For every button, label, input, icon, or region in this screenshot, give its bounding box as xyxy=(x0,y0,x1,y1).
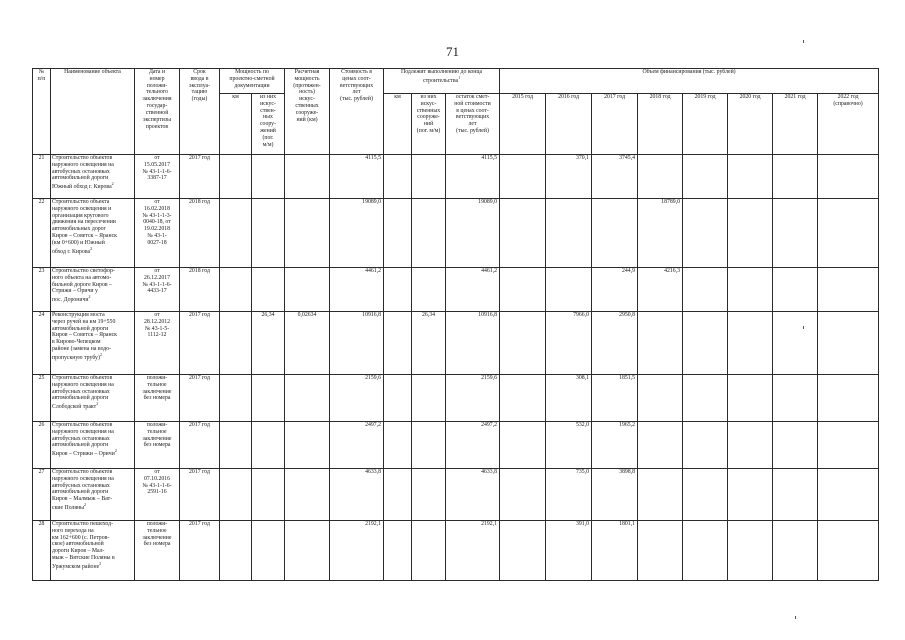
cell-year xyxy=(818,312,879,375)
cell-no: 25 xyxy=(33,375,51,422)
cell-rem-art xyxy=(412,155,446,199)
cell-rem-art xyxy=(412,375,446,422)
cell-year xyxy=(683,469,728,521)
cell-name: Реконструкция моста через ручей на км 19+550 автомобильной дороги Киров – Советск – Яранск в Кирово-Чепецком районе (замена на водо- пропускную трубу)$^2$ xyxy=(51,312,135,375)
cell-term: 2017 год xyxy=(180,521,220,581)
cell-year xyxy=(728,375,773,422)
cell-year xyxy=(500,268,546,312)
header-capacity: Мощность по проектно-сметной документации xyxy=(220,69,285,94)
cell-cap-art xyxy=(252,422,285,469)
cell-rem-cost: 4115,5 xyxy=(446,155,500,199)
cell-date: положи- тельное заключение без номера xyxy=(135,375,180,422)
header-name: Наименование объекта xyxy=(51,69,135,155)
cell-year: 2950,8 xyxy=(592,312,638,375)
cell-year xyxy=(638,375,683,422)
cell-name: Строительство объектов наружного освещения на автобусных остановках автомобильной дороги Киров – Стрижи – Оричи$^2$ xyxy=(51,422,135,469)
cell-date: от 07.10.2016 № 43-1-1-6- 2591-16 xyxy=(135,469,180,521)
cell-cap-km xyxy=(220,422,252,469)
cell-no: 23 xyxy=(33,268,51,312)
cell-year: 391,0 xyxy=(546,521,592,581)
table-row xyxy=(33,469,879,521)
cell-date: положи- тельное заключение без номера xyxy=(135,422,180,469)
cell-cap-art xyxy=(252,521,285,581)
cell-year: 244,9 xyxy=(592,268,638,312)
cell-cost: 10916,8 xyxy=(330,312,384,375)
scan-speck xyxy=(795,616,796,619)
cell-rem-art xyxy=(412,199,446,268)
cell-rem-km xyxy=(384,422,412,469)
cell-year xyxy=(683,268,728,312)
cell-cost: 4633,8 xyxy=(330,469,384,521)
cell-year xyxy=(818,375,879,422)
cell-rem-art xyxy=(412,521,446,581)
cell-term: 2017 год xyxy=(180,375,220,422)
cell-no: 28 xyxy=(33,521,51,581)
header-year: 2019 год xyxy=(683,94,728,155)
cell-year xyxy=(818,268,879,312)
cell-date: от 28.12.2012 № 43-1-5- 1112-12 xyxy=(135,312,180,375)
cell-year xyxy=(773,312,818,375)
financing-table xyxy=(32,68,879,581)
header-remain-km: км xyxy=(384,94,412,155)
table-row xyxy=(33,155,879,199)
header-cost: Стоимость в ценах соот- ветствующих лет (тыс. рублей) xyxy=(330,69,384,155)
table-row xyxy=(33,422,879,469)
cell-rem-art: 26,34 xyxy=(412,312,446,375)
cell-year xyxy=(773,268,818,312)
cell-year xyxy=(773,422,818,469)
header-year: 2016 год xyxy=(546,94,592,155)
cell-term: 2017 год xyxy=(180,155,220,199)
header-term: Срок ввода в эксплуа- тацию (годы) xyxy=(180,69,220,155)
cell-cap-art xyxy=(252,375,285,422)
cell-calc xyxy=(285,268,330,312)
cell-year xyxy=(773,199,818,268)
cell-no: 21 xyxy=(33,155,51,199)
cell-year xyxy=(818,199,879,268)
header-calc: Расчетная мощность (протяжен- ность) искус- ственных сооруже- ний (км) xyxy=(285,69,330,155)
header-year: 2022 год (справочно) xyxy=(818,94,879,155)
cell-year: 1851,5 xyxy=(592,375,638,422)
cell-cap-art: 26,34 xyxy=(252,312,285,375)
cell-calc xyxy=(285,155,330,199)
cell-rem-cost: 4633,8 xyxy=(446,469,500,521)
cell-cap-art xyxy=(252,199,285,268)
cell-no: 26 xyxy=(33,422,51,469)
cell-year xyxy=(728,268,773,312)
cell-term: 2018 год xyxy=(180,199,220,268)
cell-term: 2017 год xyxy=(180,469,220,521)
cell-year xyxy=(728,422,773,469)
cell-term: 2018 год xyxy=(180,268,220,312)
header-capacity-art: из них искус- ствен- ных соору- жений (пог. м/м) xyxy=(252,94,285,155)
cell-year xyxy=(500,469,546,521)
cell-rem-km xyxy=(384,312,412,375)
cell-year xyxy=(683,199,728,268)
cell-rem-art xyxy=(412,422,446,469)
page-number: 71 xyxy=(446,44,459,59)
cell-calc xyxy=(285,422,330,469)
cell-year xyxy=(818,521,879,581)
cell-rem-km xyxy=(384,199,412,268)
cell-year xyxy=(728,312,773,375)
cell-name: Строительство пешеход- ного перехода на км 162+600 (с. Петров- ское) автомобильной дороги Киров – Мал- мыж – Вятские Поляны в Уржумском районе$^2$ xyxy=(51,521,135,581)
header-date: Дата и номер положи- тельного заключения государ- ственной экспертизы проектов xyxy=(135,69,180,155)
cell-rem-cost: 19089,0 xyxy=(446,199,500,268)
cell-year: 735,0 xyxy=(546,469,592,521)
cell-no: 24 xyxy=(33,312,51,375)
header-remain: Подлежит выполнению до конца строительства$^1$ xyxy=(384,69,500,94)
cell-rem-cost: 2192,1 xyxy=(446,521,500,581)
header-funding: Объем финансирования (тыс. рублей) xyxy=(500,69,879,94)
table-row xyxy=(33,312,879,375)
cell-year xyxy=(818,422,879,469)
cell-year xyxy=(683,375,728,422)
cell-date: от 26.12.2017 № 43-1-1-6- 4433-17 xyxy=(135,268,180,312)
cell-year xyxy=(683,422,728,469)
cell-cost: 19089,0 xyxy=(330,199,384,268)
header-no: № п/п xyxy=(33,69,51,155)
table-row xyxy=(33,375,879,422)
cell-rem-art xyxy=(412,469,446,521)
cell-rem-art xyxy=(412,268,446,312)
cell-date: положи- тельное заключение без номера xyxy=(135,521,180,581)
cell-year xyxy=(638,469,683,521)
cell-name: Строительство объектов наружного освещения на автобусных остановках автомобильной дороги Южный обход г. Кирова$^2$ xyxy=(51,155,135,199)
cell-year xyxy=(500,422,546,469)
cell-cost: 2497,2 xyxy=(330,422,384,469)
table-row xyxy=(33,199,879,268)
header-year: 2018 год xyxy=(638,94,683,155)
header-capacity-km: км xyxy=(220,94,252,155)
cell-year: 308,1 xyxy=(546,375,592,422)
cell-year: 7966,0 xyxy=(546,312,592,375)
cell-name: Строительство объектов наружного освещения на автобусных остановках автомобильной дороги Киров – Малмыж – Ват- ские Поляны$^2$ xyxy=(51,469,135,521)
cell-year xyxy=(773,469,818,521)
cell-year xyxy=(500,155,546,199)
cell-rem-km xyxy=(384,155,412,199)
cell-rem-km xyxy=(384,375,412,422)
cell-cap-km xyxy=(220,268,252,312)
cell-date: от 15.05.2017 № 43-1-1-6- 3387-17 xyxy=(135,155,180,199)
cell-cost: 2192,1 xyxy=(330,521,384,581)
cell-year: 370,1 xyxy=(546,155,592,199)
cell-rem-cost: 10916,8 xyxy=(446,312,500,375)
cell-rem-cost: 4461,2 xyxy=(446,268,500,312)
cell-year xyxy=(592,199,638,268)
cell-name: Строительство светофор- ного объекта на автомо- бильной дороге Киров – Стрижи – Оричи у пос. Дороничи$^2$ xyxy=(51,268,135,312)
table-body xyxy=(33,155,879,581)
cell-cost: 4115,5 xyxy=(330,155,384,199)
cell-cap-km xyxy=(220,469,252,521)
cell-year xyxy=(546,268,592,312)
cell-cap-km xyxy=(220,375,252,422)
cell-year xyxy=(728,521,773,581)
header-year: 2015 год xyxy=(500,94,546,155)
cell-year xyxy=(728,155,773,199)
cell-cap-art xyxy=(252,155,285,199)
cell-year xyxy=(683,521,728,581)
cell-year xyxy=(728,469,773,521)
cell-year: 1801,1 xyxy=(592,521,638,581)
cell-year: 4216,3 xyxy=(638,268,683,312)
cell-cost: 2159,6 xyxy=(330,375,384,422)
scan-speck xyxy=(803,40,804,43)
cell-calc xyxy=(285,469,330,521)
cell-rem-cost: 2159,6 xyxy=(446,375,500,422)
header-row-main xyxy=(33,69,879,94)
cell-year xyxy=(818,155,879,199)
cell-year xyxy=(500,199,546,268)
header-remain-cost: остаток смет- ной стоимости в ценах соот- ветствующих лет (тыс. рублей) xyxy=(446,94,500,155)
cell-cost: 4461,2 xyxy=(330,268,384,312)
cell-cap-km xyxy=(220,155,252,199)
cell-year: 1965,2 xyxy=(592,422,638,469)
header-year: 2021 год xyxy=(773,94,818,155)
table-row xyxy=(33,268,879,312)
cell-year xyxy=(546,199,592,268)
cell-cap-km xyxy=(220,521,252,581)
header-year: 2017 год xyxy=(592,94,638,155)
header-year: 2020 год xyxy=(728,94,773,155)
cell-year xyxy=(683,155,728,199)
cell-year xyxy=(638,312,683,375)
cell-cap-art xyxy=(252,268,285,312)
cell-term: 2017 год xyxy=(180,422,220,469)
header-remain-art: из них искус- ственных сооруже- ний (пог. м/м) xyxy=(412,94,446,155)
cell-year: 532,0 xyxy=(546,422,592,469)
cell-name: Строительство объекта наружного освещения и организация кругового движения на пересечении автомобильных дорог Киров – Советск – Яранск (км 0+600) и Южный обход г. Кирова$^2$ xyxy=(51,199,135,268)
cell-year xyxy=(500,312,546,375)
cell-year xyxy=(773,375,818,422)
cell-rem-km xyxy=(384,521,412,581)
cell-rem-cost: 2497,2 xyxy=(446,422,500,469)
cell-no: 27 xyxy=(33,469,51,521)
cell-term: 2017 год xyxy=(180,312,220,375)
cell-rem-km xyxy=(384,469,412,521)
cell-cap-art xyxy=(252,469,285,521)
cell-year: 3898,8 xyxy=(592,469,638,521)
cell-year xyxy=(638,422,683,469)
cell-calc xyxy=(285,521,330,581)
cell-year xyxy=(773,521,818,581)
cell-year: 3745,4 xyxy=(592,155,638,199)
cell-name: Строительство объектов наружного освещения на автобусных остановках автомобильной дороги Слободской тракт$^2$ xyxy=(51,375,135,422)
cell-year xyxy=(728,199,773,268)
cell-year xyxy=(500,375,546,422)
cell-rem-km xyxy=(384,268,412,312)
cell-year xyxy=(773,155,818,199)
cell-cap-km xyxy=(220,199,252,268)
cell-year xyxy=(500,521,546,581)
cell-calc xyxy=(285,199,330,268)
cell-year xyxy=(818,469,879,521)
cell-date: от 16.02.2018 № 43-1-1-3- 0040-18, от 19.02.2018 № 43-1- 0027-18 xyxy=(135,199,180,268)
cell-cap-km xyxy=(220,312,252,375)
cell-no: 22 xyxy=(33,199,51,268)
table-row xyxy=(33,521,879,581)
cell-calc: 0,02634 xyxy=(285,312,330,375)
cell-year xyxy=(638,521,683,581)
cell-year xyxy=(683,312,728,375)
cell-calc xyxy=(285,375,330,422)
cell-year: 18789,0 xyxy=(638,199,683,268)
cell-year xyxy=(638,155,683,199)
